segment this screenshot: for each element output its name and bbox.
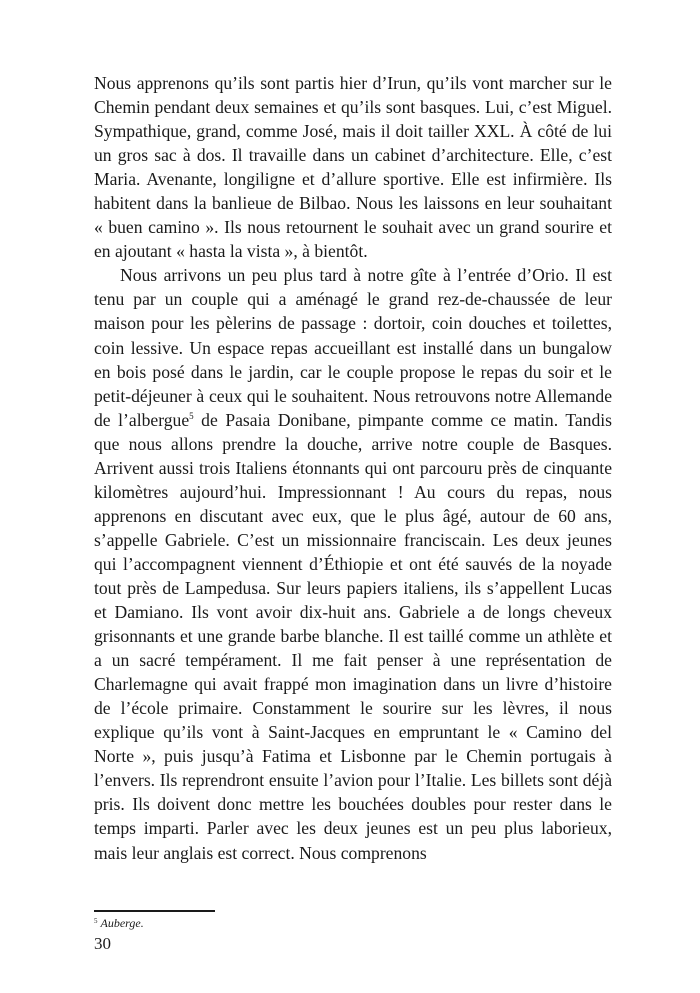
- footnote: [94, 916, 144, 930]
- paragraph-2-before-note: Nous arrivons un peu plus tard à notre gîte à l’entrée d’Orio. Il est tenu par un couple qui a aménagé le grand rez-de-chaussée de leur maison pour les pèlerins de passage : dortoir, coin douches et toilettes, coin lessive. Un espace repas accueillant est installé dans un bungalow en bois posé dans le jardin, car le couple propose le repas du soir et le petit-déjeuner à ceux qui le souhaitent. Nous retrouvons notre Allemande de l’albergue: [94, 265, 612, 430]
- body-text: [94, 71, 612, 865]
- footnote-text: Auberge.: [100, 916, 144, 930]
- paragraph-2: [94, 263, 612, 864]
- footnote-marker: 5: [94, 917, 98, 925]
- footnote-separator: [94, 910, 215, 912]
- footnote-reference: 5: [189, 410, 194, 421]
- paragraph-2-after-note: de Pasaia Donibane, pimpante comme ce matin. Tandis que nous allons prendre la douche, arrive notre couple de Basques. Arrivent aussi trois Italiens étonnants qui ont parcouru près de cinquante kilomètres aujourd’hui. Impressionnant ! Au cours du repas, nous apprenons en discutant avec eux, que le plus âgé, autour de 60 ans, s’appelle Gabriele. C’est un missionnaire franciscain. Les deux jeunes qui l’accompagnent viennent d’Éthiopie et ont été sauvés de la noyade tout près de Lampedusa. Sur leurs papiers italiens, ils s’appellent Lucas et Damiano. Ils vont avoir dix-huit ans. Gabriele a de longs cheveux grisonnants et une grande barbe blanche. Il est taillé comme un athlète et a un sacré tempérament. Il me fait penser à une représentation de Charlemagne qui avait frappé mon imagination dans un livre d’histoire de l’école primaire. Constamment le sourire sur les lèvres, il nous explique qu’ils vont à Saint-Jacques en empruntant le « Camino del Norte », puis jusqu’à Fatima et Lisbonne par le Chemin portugais à l’envers. Ils reprendront ensuite l’avion pour l’Italie. Les billets sont déjà pris. Ils doivent donc mettre les bouchées doubles pour rester dans le temps imparti. Parler avec les deux jeunes est un peu plus laborieux, mais leur anglais est correct. Nous comprenons: [94, 409, 612, 863]
- page-number: 30: [94, 934, 111, 953]
- paragraph-1: Nous apprenons qu’ils sont partis hier d’Irun, qu’ils vont marcher sur le Chemin pendant deux semaines et qu’ils sont basques. Lui, c’est Miguel. Sympathique, grand, comme José, mais il doit tailler XXL. À côté de lui un gros sac à dos. Il travaille dans un cabinet d’architecture. Elle, c’est Maria. Avenante, longiligne et d’allure sportive. Elle est infirmière. Ils habitent dans la banlieue de Bilbao. Nous les laissons en leur souhaitant « buen camino ». Ils nous retournent le souhait avec un grand sourire et en ajoutant « hasta la vista », à bientôt.: [94, 73, 612, 262]
